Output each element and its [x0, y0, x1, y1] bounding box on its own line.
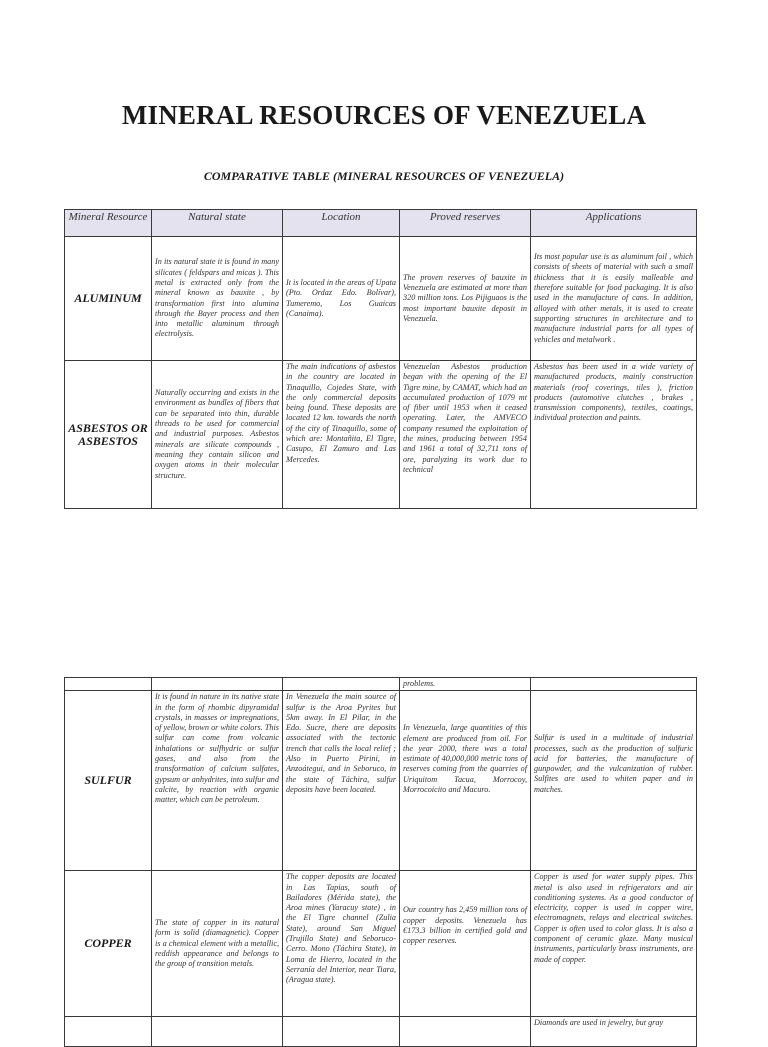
empty-cell [531, 678, 697, 691]
location-cell: In Venezuela the main source of sulfur is the Aroa Pyrites but 5km away. In El Pilar, in the Edo. Sucre, there are deposits associated with the tectonic trench that calls the local relief ; Also in Puerto Pirini, in Anzoátegui, and in Seboruco, in the state of Táchira, sulfur deposits have been located. [283, 691, 400, 871]
header-mineral-resource: Mineral Resource [65, 210, 152, 237]
empty-cell [65, 678, 152, 691]
natural-state-cell: Naturally occurring and exists in the environment as bundles of fibers that can be separated into thin, durable threads to be used for commercial and industrial purposes. Asbestos minerals are silicate compounds , meaning they contain silicon and oxygen atoms in their molecular structure. [152, 361, 283, 509]
mineral-name: ASBESTOS OR ASBESTOS [65, 361, 152, 509]
location-cell [283, 1017, 400, 1047]
proved-reserves-cell [400, 1017, 531, 1047]
applications-cell: Copper is used for water supply pipes. This metal is also used in refrigerators and air conditioning systems. As a good conductor of electricity, copper is used in copper wire, electromagnets, relays and electrical switches. Copper is often used to color glass. It is also a component of ceramic glaze. Many musical instruments, particularly brass instruments, are made of copper. [531, 871, 697, 1017]
mineral-table-page-1 [64, 209, 697, 509]
proved-reserves-continued-cell: problems. [400, 678, 531, 691]
proved-reserves-cell: Venezuelan Asbestos production began with the opening of the El Tigre mine, by CAMAT, which had an accumulated production of 1079 mt of fiber until 1953 when it ceased operating. Later, the AMVECO company resumed the exploitation of the mines, producing between 1954 and 1961 a total of 32,711 tons of ore, paralyzing its work due to technical [400, 361, 531, 509]
header-proved-reserves: Proved reserves [400, 210, 531, 237]
document-title: MINERAL RESOURCES OF VENEZUELA [121, 100, 647, 130]
applications-cell: Sulfur is used in a multitude of industrial processes, such as the production of sulfuric acid for batteries, the manufacture of gunpowder, and the vulcanization of rubber. Sulfites are used to whiten paper and in matches. [531, 691, 697, 871]
header-applications: Applications [531, 210, 697, 237]
mineral-name: COPPER [65, 871, 152, 1017]
table-header-row [65, 210, 697, 237]
location-cell: The main indications of asbestos in the country are located in Tinaquillo, Cojedes State, with the only commercial deposits being found. These deposits are located 12 km. towards the north of the city of Tinaquillo, some of which are: Montañita, El Tigre, Casupo, El Zamuro and Las Mercedes. [283, 361, 400, 509]
empty-cell [283, 678, 400, 691]
applications-cell: Diamonds are used in jewelry, but gray [531, 1017, 697, 1047]
proved-reserves-cell: In Venezuela, large quantities of this element are produced from oil. For the year 2000, there was a total estimate of 40,000,000 metric tons of reserves coming from the quarries of Uriquitom Tacua, Morrocoy, Morrocoicito and Macuro. [400, 691, 531, 871]
natural-state-cell: It is found in nature in its native state in the form of rhombic dipyramidal crystals, in masses or impregnations, of yellow, brown or white colors. This sulfur can come from volcanic inhalations or sulfhydric or sulfur gases, and also from the transformation of calcium sulfates, gypsum or anhydrites, into sulfur and calcite, by reaction with organic matter, which can be petroleum. [152, 691, 283, 871]
mineral-name [65, 1017, 152, 1047]
applications-cell: Its most popular use is as aluminum foil , which consists of sheets of material with such a small thickness that it is easily malleable and therefore suitable for food packaging. It is also used in the manufacture of cans. In addition, alloyed with other metals, it is used to create supporting structures in architecture and to manufacture industrial parts for all types of vehicles and metalwork . [531, 237, 697, 361]
location-cell: It is located in the areas of Upata (Pto. Ordaz Edo. Bolívar), Tumeremo, Los Guaicas (Canaima). [283, 237, 400, 361]
header-natural-state: Natural state [152, 210, 283, 237]
proved-reserves-cell: The proven reserves of bauxite in Venezuela are estimated at more than 320 million tons. Los Pijiguaos is the most important bauxite deposit in Venezuela. [400, 237, 531, 361]
mineral-table-page-2 [64, 677, 697, 1047]
natural-state-cell [152, 1017, 283, 1047]
mineral-name: SULFUR [65, 691, 152, 871]
table-row-aluminum [65, 237, 697, 361]
applications-cell: Asbestos has been used in a wide variety of manufactured products, mainly construction materials (roof coverings, tiles ), friction products (automotive clutches , brakes , transmission components), textiles, coatings, individual protection and paints. [531, 361, 697, 509]
table-row-diamond [65, 1017, 697, 1047]
mineral-name: ALUMINUM [65, 237, 152, 361]
location-cell: The copper deposits are located in Las Tapias, south of Bailadores (Mérida state), the Aroa mines (Yaracuy state) , in the El Tigre channel (Zulia State), around San Miguel (Trujillo State) and Seboruco-Cerro. Mono (Táchira State), in Loma de Hierro, located in the Serranía del Interior, near Tiara, (Aragua state). [283, 871, 400, 1017]
natural-state-cell: In its natural state it is found in many silicates ( feldspars and micas ). This metal is extracted only from the mineral known as bauxite , by transformation first into alumina through the Bayer process and then into metallic aluminum through electrolysis. [152, 237, 283, 361]
table-row-continuation [65, 678, 697, 691]
table-row-sulfur [65, 691, 697, 871]
table-row-copper [65, 871, 697, 1017]
proved-reserves-cell: Our country has 2,459 million tons of copper deposits. Venezuela has €173.3 billion in certified gold and copper reserves. [400, 871, 531, 1017]
natural-state-cell: The state of copper in its natural form is solid (diamagnetic). Copper is a chemical element with a metallic, reddish appearance and belongs to the group of transition metals. [152, 871, 283, 1017]
table-caption: COMPARATIVE TABLE (MINERAL RESOURCES OF VENEZUELA) [203, 169, 565, 183]
table-row-asbestos [65, 361, 697, 509]
empty-cell [152, 678, 283, 691]
header-location: Location [283, 210, 400, 237]
